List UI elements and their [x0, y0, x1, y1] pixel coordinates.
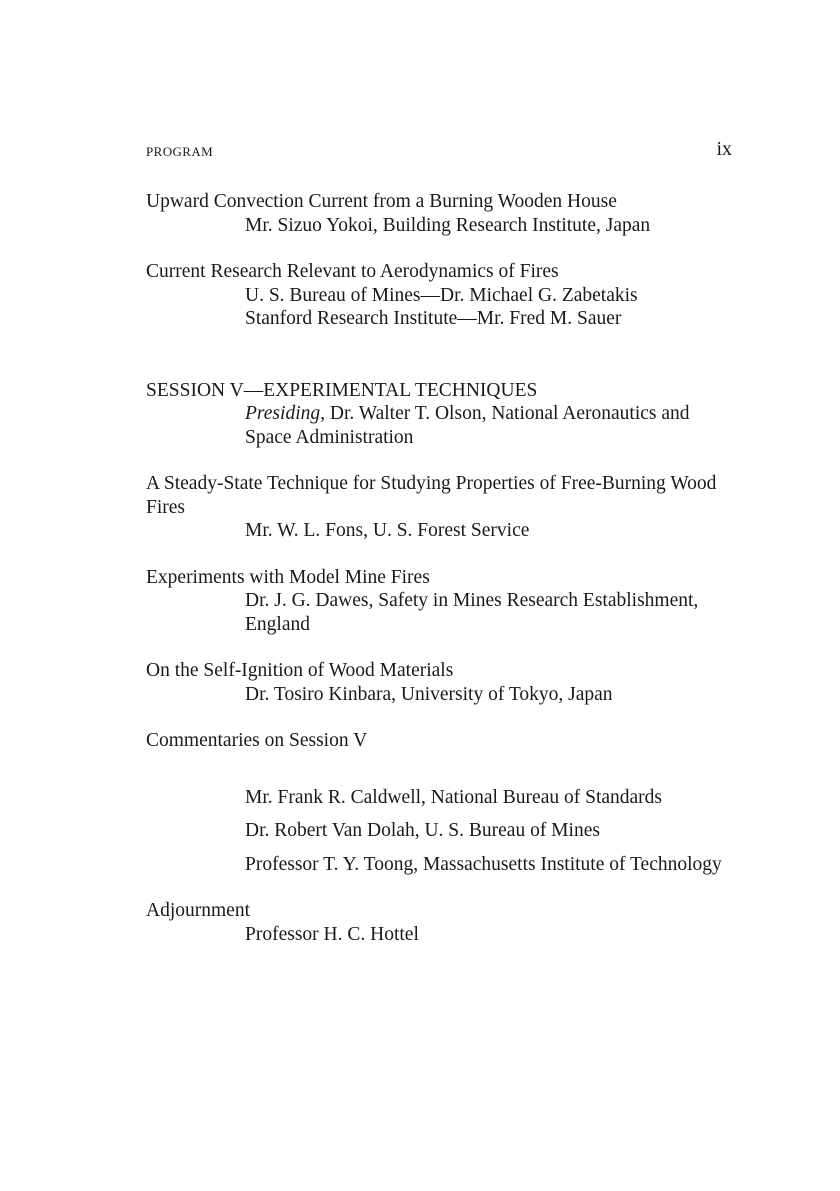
entry-speaker: U. S. Bureau of Mines—Dr. Michael G. Zabetakis — [245, 284, 638, 306]
program-content — [146, 190, 734, 946]
running-title: PROGRAM — [146, 144, 214, 159]
session-heading: SESSION V—EXPERIMENTAL TECHNIQUES — [146, 379, 538, 401]
presiding-label: Presiding, — [245, 403, 325, 424]
entry-title-upward-convection: Upward Convection Current from a Burning Wooden House — [146, 191, 617, 212]
entry-title-steady-state: A Steady-State Technique for Studying Properties of Free-Burning Wood Fires — [146, 473, 717, 518]
adjournment-title: Adjournment — [146, 900, 250, 921]
entry-speaker: Dr. J. G. Dawes, Safety in Mines Research Establishment, England — [245, 590, 699, 635]
entry-speaker: Stanford Research Institute—Mr. Fred M. Sauer — [245, 308, 622, 329]
commentary-speaker: Mr. Frank R. Caldwell, National Bureau of Standards — [245, 786, 663, 808]
presiding-text: Dr. Walter T. Olson, National Aeronautics and Space Administration — [245, 403, 690, 448]
commentary-speaker: Dr. Robert Van Dolah, U. S. Bureau of Mines — [245, 820, 600, 841]
entry-title-self-ignition: On the Self-Ignition of Wood Materials — [146, 660, 454, 681]
entry-title-mine-fires: Experiments with Model Mine Fires — [146, 566, 430, 588]
entry-speaker: Dr. Tosiro Kinbara, University of Tokyo, Japan — [245, 683, 613, 705]
commentaries-title: Commentaries on Session V — [146, 730, 368, 751]
adjournment-speaker: Professor H. C. Hottel — [245, 923, 419, 945]
commentary-speaker: Professor T. Y. Toong, Massachusetts Institute of Technology — [245, 853, 722, 875]
session-presiding — [146, 402, 734, 449]
page-number: ix — [716, 138, 732, 160]
entry-speaker: Mr. Sizuo Yokoi, Building Research Institute, Japan — [245, 214, 651, 236]
entry-title-aerodynamics: Current Research Relevant to Aerodynamics of Fires — [146, 261, 559, 282]
running-head — [146, 138, 732, 162]
entry-speaker: Mr. W. L. Fons, U. S. Forest Service — [245, 520, 530, 541]
